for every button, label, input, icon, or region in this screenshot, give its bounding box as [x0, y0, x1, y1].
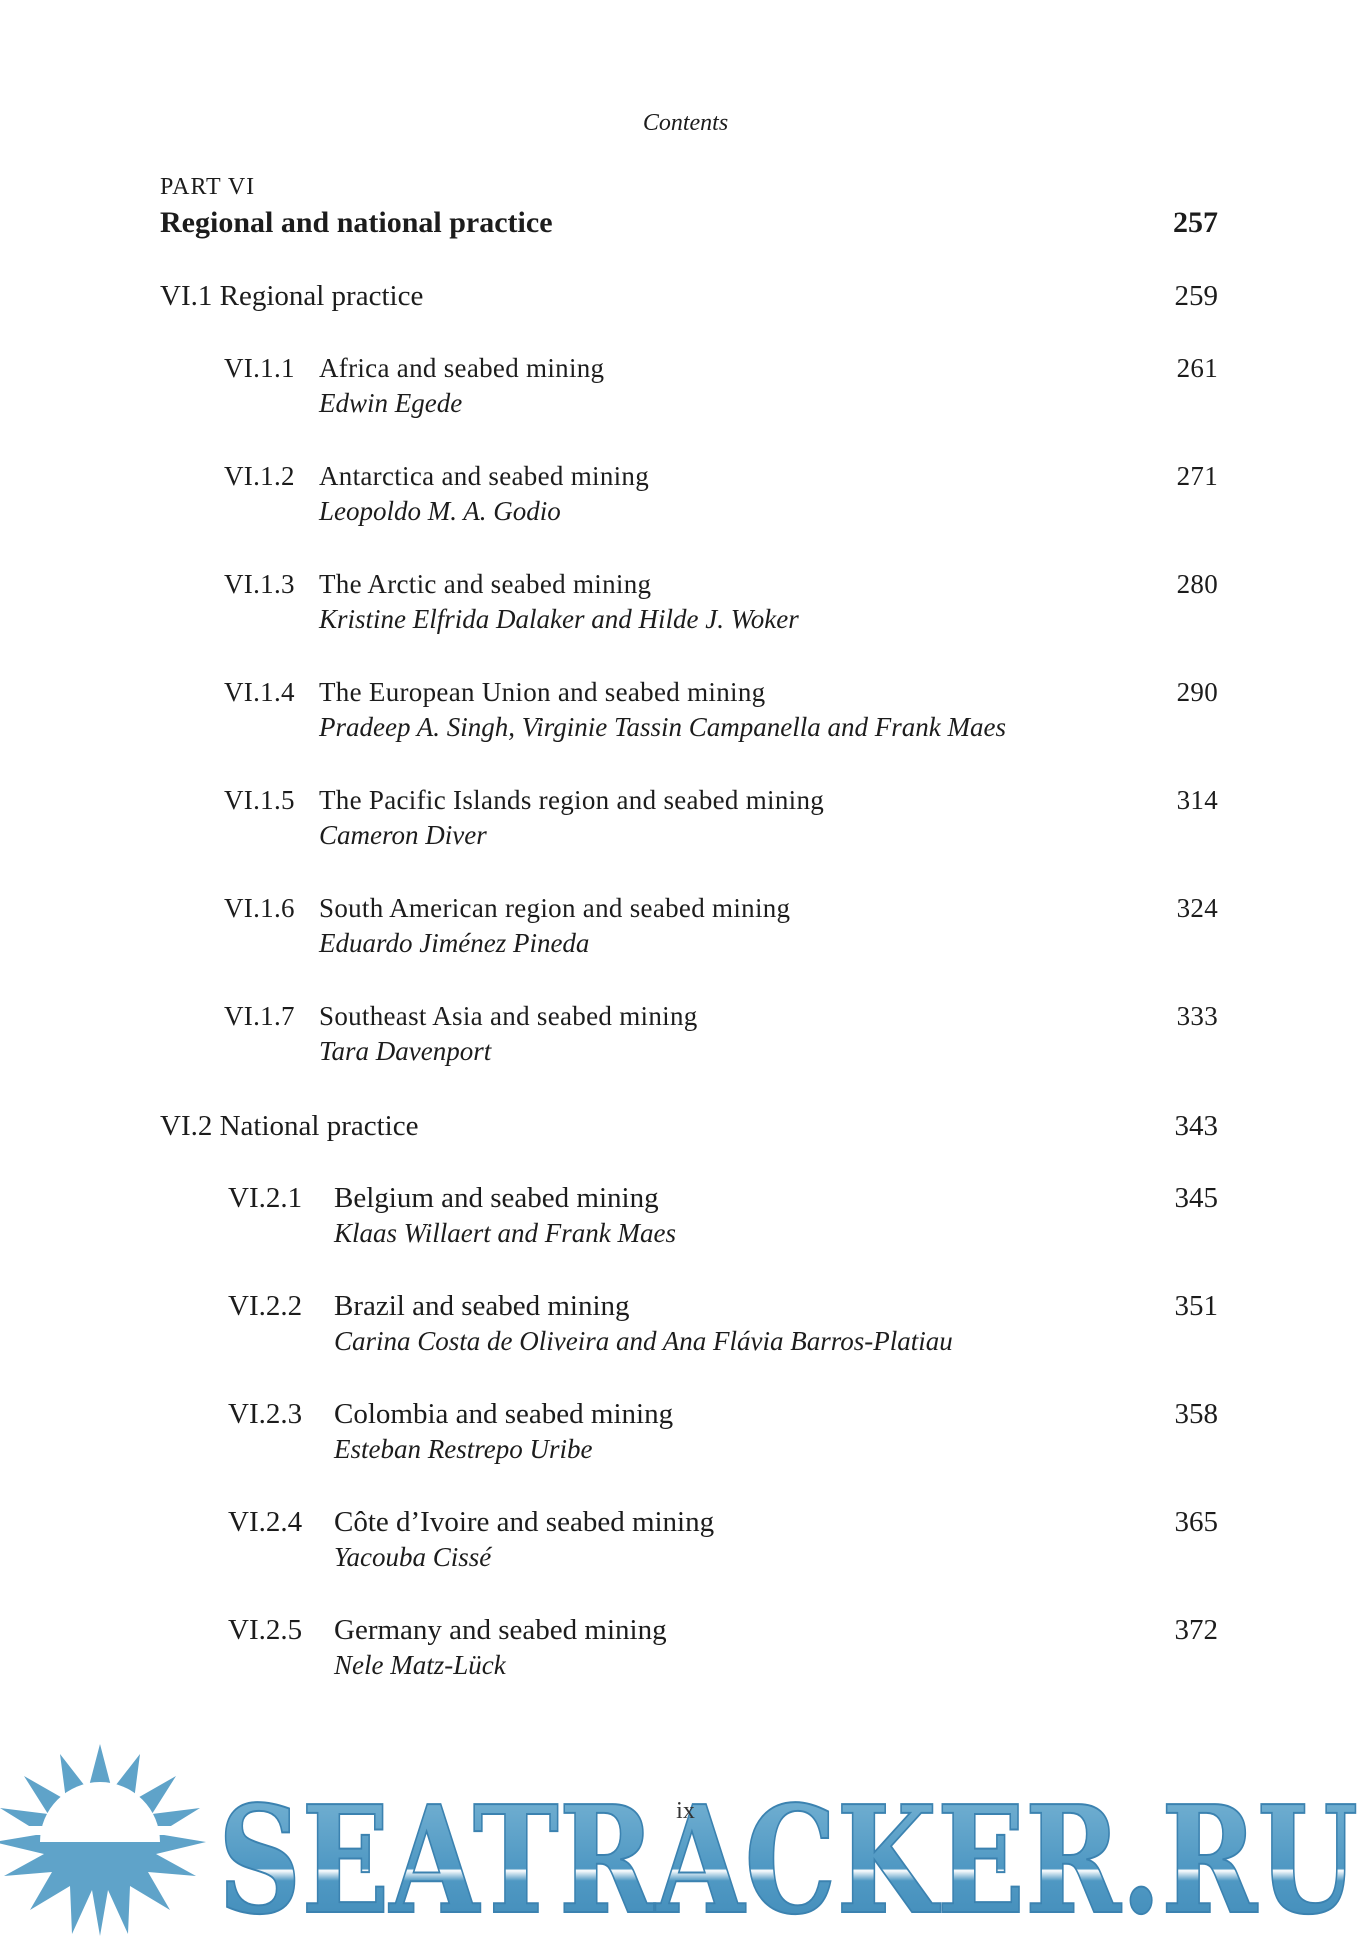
- entry-author: Klaas Willaert and Frank Maes: [334, 1218, 676, 1248]
- entry-title: Germany and seabed mining: [334, 1614, 667, 1646]
- running-head: Contents: [642, 110, 729, 136]
- entry-title: The European Union and seabed mining: [319, 677, 766, 707]
- part-title[interactable]: Regional and national practice: [160, 206, 553, 239]
- entry-number: VI.2.2: [228, 1290, 303, 1322]
- page-number: ix: [676, 1798, 695, 1824]
- entry-page-number: 290: [1176, 677, 1218, 707]
- entry-author: Tara Davenport: [319, 1036, 492, 1066]
- entry-author: Eduardo Jiménez Pineda: [319, 928, 590, 958]
- entry-title: Côte d’Ivoire and seabed mining: [334, 1506, 715, 1538]
- watermark-banner: [0, 1730, 1371, 1938]
- entry-author: Edwin Egede: [319, 388, 463, 418]
- entry-number: VI.1.4: [224, 677, 295, 707]
- entry-number: VI.1.7: [224, 1001, 295, 1031]
- entry-number: VI.1.3: [224, 569, 295, 599]
- entry-page-number: 324: [1176, 893, 1218, 923]
- entry-page-number: 372: [1174, 1614, 1218, 1646]
- entry-title: Colombia and seabed mining: [334, 1398, 674, 1430]
- entry-author: Cameron Diver: [319, 820, 487, 850]
- entry-author: Leopoldo M. A. Godio: [319, 496, 561, 526]
- entry-title: The Arctic and seabed mining: [319, 569, 652, 599]
- sun-logo-icon: [0, 1744, 206, 1936]
- entry-title: Belgium and seabed mining: [334, 1182, 659, 1214]
- entry-author: Esteban Restrepo Uribe: [334, 1434, 593, 1464]
- section-title: National practice: [219, 1110, 419, 1142]
- entry-title: Brazil and seabed mining: [334, 1290, 630, 1322]
- entry-title: Antarctica and seabed mining: [319, 461, 650, 491]
- watermark-text: SEATRACKER.RU: [218, 1773, 1358, 1938]
- entry-number: VI.2.5: [228, 1614, 303, 1646]
- entry-title: Africa and seabed mining: [319, 353, 605, 383]
- entry-page-number: 333: [1176, 1001, 1218, 1031]
- section-number: VI.1: [160, 280, 213, 312]
- part-page-number: 257: [1173, 206, 1218, 239]
- entry-number: VI.1.6: [224, 893, 295, 923]
- entry-page-number: 345: [1174, 1182, 1218, 1214]
- section-number: VI.2: [160, 1110, 213, 1142]
- entry-page-number: 358: [1174, 1398, 1218, 1430]
- entry-page-number: 314: [1176, 785, 1218, 815]
- entry-number: VI.2.3: [228, 1398, 303, 1430]
- entry-author: Pradeep A. Singh, Virginie Tassin Campanella and Frank Maes: [319, 712, 1006, 742]
- entry-title: The Pacific Islands region and seabed mining: [319, 785, 825, 815]
- entry-number: VI.1.2: [224, 461, 295, 491]
- section-heading[interactable]: [160, 280, 423, 313]
- section-heading[interactable]: [160, 1110, 418, 1143]
- entry-page-number: 351: [1174, 1290, 1218, 1322]
- entry-page-number: 365: [1174, 1506, 1218, 1538]
- entry-number: VI.1.1: [224, 353, 295, 383]
- part-label: PART VI: [160, 174, 256, 200]
- entry-number: VI.2.1: [228, 1182, 303, 1214]
- entry-number: VI.2.4: [228, 1506, 303, 1538]
- entry-author: Carina Costa de Oliveira and Ana Flávia Barros-Platiau: [334, 1326, 953, 1356]
- section-page-number: 343: [1174, 1110, 1218, 1142]
- entry-title: South American region and seabed mining: [319, 893, 791, 923]
- section-page-number: 259: [1174, 280, 1218, 312]
- entry-page-number: 271: [1176, 461, 1218, 491]
- entry-author: Kristine Elfrida Dalaker and Hilde J. Woker: [319, 604, 799, 634]
- entry-author: Nele Matz-Lück: [334, 1650, 506, 1680]
- entry-page-number: 261: [1176, 353, 1218, 383]
- entry-author: Yacouba Cissé: [334, 1542, 492, 1572]
- section-title: Regional practice: [219, 280, 424, 312]
- entry-title: Southeast Asia and seabed mining: [319, 1001, 698, 1031]
- entry-page-number: 280: [1176, 569, 1218, 599]
- entry-number: VI.1.5: [224, 785, 295, 815]
